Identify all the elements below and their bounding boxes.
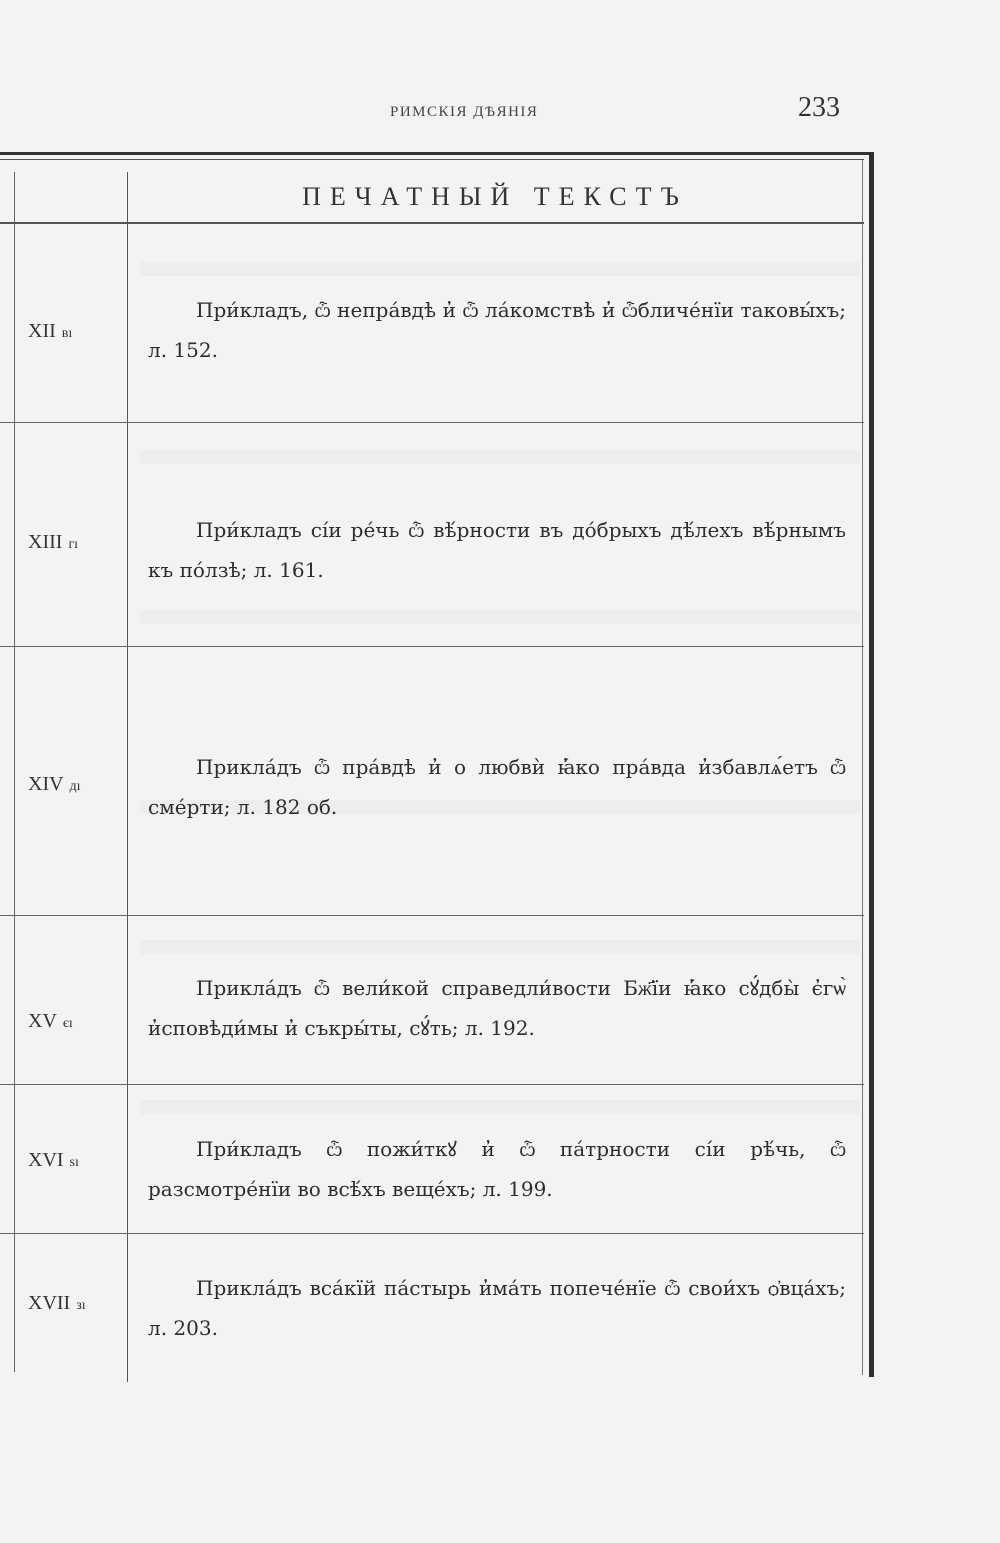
row-text: Прикла́дъ вса́кїй па́стырь и̓ма́ть попече́нїе ѽ свои́хъ ѻ̓вца́хъ; л. 203. (148, 1276, 846, 1340)
roman-numeral: XVII (28, 1292, 71, 1314)
row-text: При́кладъ, ѽ непра́вдѣ и̓ ѽ ла́комствѣ и̓ ѽбличе́нїи таковы́хъ; л. 152. (148, 298, 846, 362)
row-text: При́кладъ сі́и ре́чь ѽ вѣ́рности въ до́брыхъ дѣ́лехъ вѣ́рнымъ къ по́лзѣ; л. 161. (148, 518, 846, 582)
table-row (0, 647, 864, 917)
row-number (28, 1010, 124, 1033)
page-number: 233 (798, 92, 840, 123)
row-number (28, 1149, 124, 1172)
table-row (0, 224, 864, 424)
running-head (0, 92, 1000, 132)
table-row (0, 423, 864, 648)
running-title: РИМСКІЯ ДѢЯНІЯ (390, 104, 539, 120)
roman-numeral: XIII (28, 531, 63, 553)
row-text: Прикла́дъ ѽ вели́кой справедли́вости Бж҃їи ꙗ̓́ко сꙋ́дбы̀ є̓гѡ̀ и̓сповѣди́мы и̓ съкры́ты, сꙋ́ть; л. 192. (148, 976, 846, 1040)
table-row (0, 1085, 864, 1235)
slavonic-numeral: вı (61, 326, 73, 341)
table-top-rule (0, 152, 872, 155)
table (0, 152, 876, 1382)
table-top-rule-thin (0, 159, 864, 160)
row-text: Прикла́дъ ѽ пра́вдѣ и̓ о любвѝ ꙗ̓́ко пра́вда и̓збавлѧ́етъ ѽ сме́рти; л. 182 об. (148, 755, 846, 819)
row-number (28, 1292, 124, 1315)
slavonic-numeral: ѕı (69, 1155, 79, 1170)
row-number (28, 773, 124, 796)
slavonic-numeral: гı (68, 537, 79, 552)
row-text: При́кладъ ѽ пожи́ткꙋ и̓ ѽ па́трности сі́и рѣ́чь, ѽ разсмотре́нїи во всѣ́хъ веще́хъ; л. 199. (148, 1137, 846, 1201)
table-row (0, 916, 864, 1086)
column-header: ПЕЧАТНЫЙ ТЕКСТЪ (302, 182, 688, 211)
row-number (28, 531, 124, 554)
table-row (0, 1234, 864, 1374)
roman-numeral: XV (28, 1010, 57, 1032)
roman-numeral: XII (28, 320, 56, 342)
roman-numeral: XVI (28, 1149, 64, 1171)
table-right-rule (869, 152, 874, 1377)
slavonic-numeral: зı (76, 1298, 86, 1313)
roman-numeral: XIV (28, 773, 64, 795)
slavonic-numeral: дı (69, 779, 81, 794)
slavonic-numeral: єı (62, 1016, 73, 1031)
row-number (28, 320, 124, 343)
